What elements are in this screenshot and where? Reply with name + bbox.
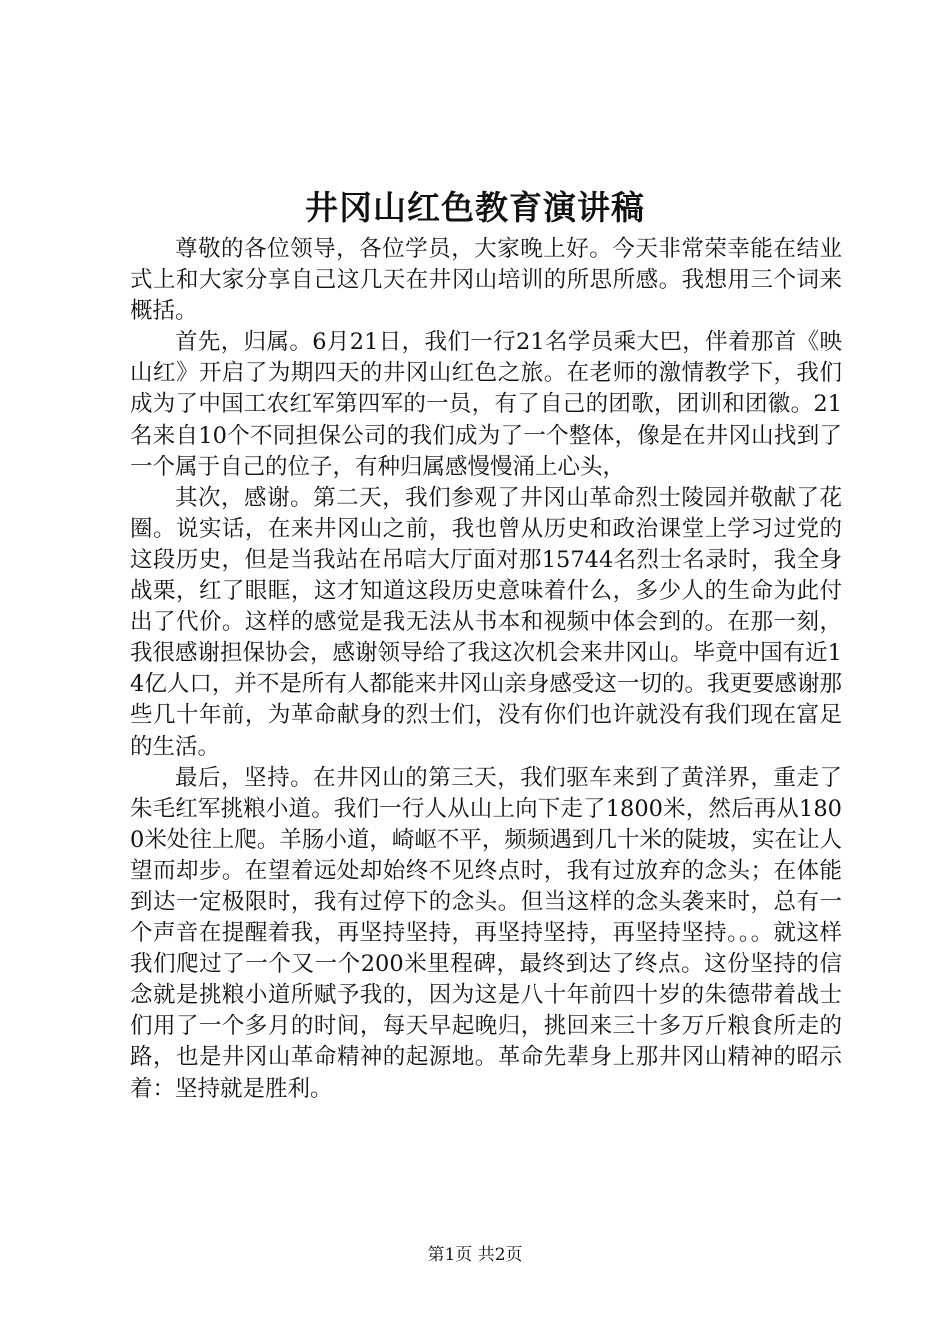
document-body [130,234,842,1105]
paragraph-gratitude: 其次，感谢。第二天，我们参观了井冈山革命烈士陵园并敬献了花圈。说实话，在来井冈山之前，我也曾从历史和政治课堂上学习过党的这段历史，但是当我站在吊唁大厅面对那15744名烈士名录时，我全身战栗，红了眼眶，这才知道这段历史意味着什么，多少人的生命为此付出了代价。这样的感觉是我无法从书本和视频中体会到的。在那一刻，我很感谢担保协会，感谢领导给了我这次机会来井冈山。毕竟中国有近14亿人口，并不是所有人都能来井冈山亲身感受这一切的。我更要感谢那些几十年前，为革命献身的烈士们，没有你们也许就没有我们现在富足的生活。 [130,484,842,760]
document-title: 井冈山红色教育演讲稿 [305,188,645,227]
paragraph-belonging: 首先，归属。6月21日，我们一行21名学员乘大巴，伴着那首《映山红》开启了为期四天的井冈山红色之旅。在老师的激情教学下，我们成为了中国工农红军第四军的一员，有了自己的团歌，团训和团徽。21名来自10个不同担保公司的我们成为了一个整体，像是在井冈山找到了一个属于自己的位子，有种归属感慢慢涌上心头， [130,329,842,480]
paragraph-greeting: 尊敬的各位领导，各位学员，大家晚上好。今天非常荣幸能在结业式上和大家分享自己这几天在井冈山培训的所思所感。我想用三个词来概括。 [130,236,842,325]
paragraph-persistence: 最后，坚持。在井冈山的第三天，我们驱车来到了黄洋界，重走了朱毛红军挑粮小道。我们一行人从山上向下走了1800米，然后再从1800米处往上爬。羊肠小道，崎岖不平，频频遇到几十米的陡坡，实在让人望而却步。在望着远处却始终不见终点时，我有过放弃的念头；在体能到达一定极限时，我有过停下的念头。但当这样的念头袭来时，总有一个声音在提醒着我，再坚持坚持，再坚持坚持，再坚持坚持。。。就这样我们爬过了一个又一个200米里程碑，最终到达了终点。这份坚持的信念就是挑粮小道所赋予我的，因为这是八十年前四十岁的朱德带着战士们用了一个多月的时间，每天早起晚归，挑回来三十多万斤粮食所走的路，也是井冈山革命精神的起源地。革命先辈身上那井冈山精神的昭示着：坚持就是胜利。 [130,764,842,1102]
page-number-footer: 第1页 共2页 [427,1245,523,1265]
